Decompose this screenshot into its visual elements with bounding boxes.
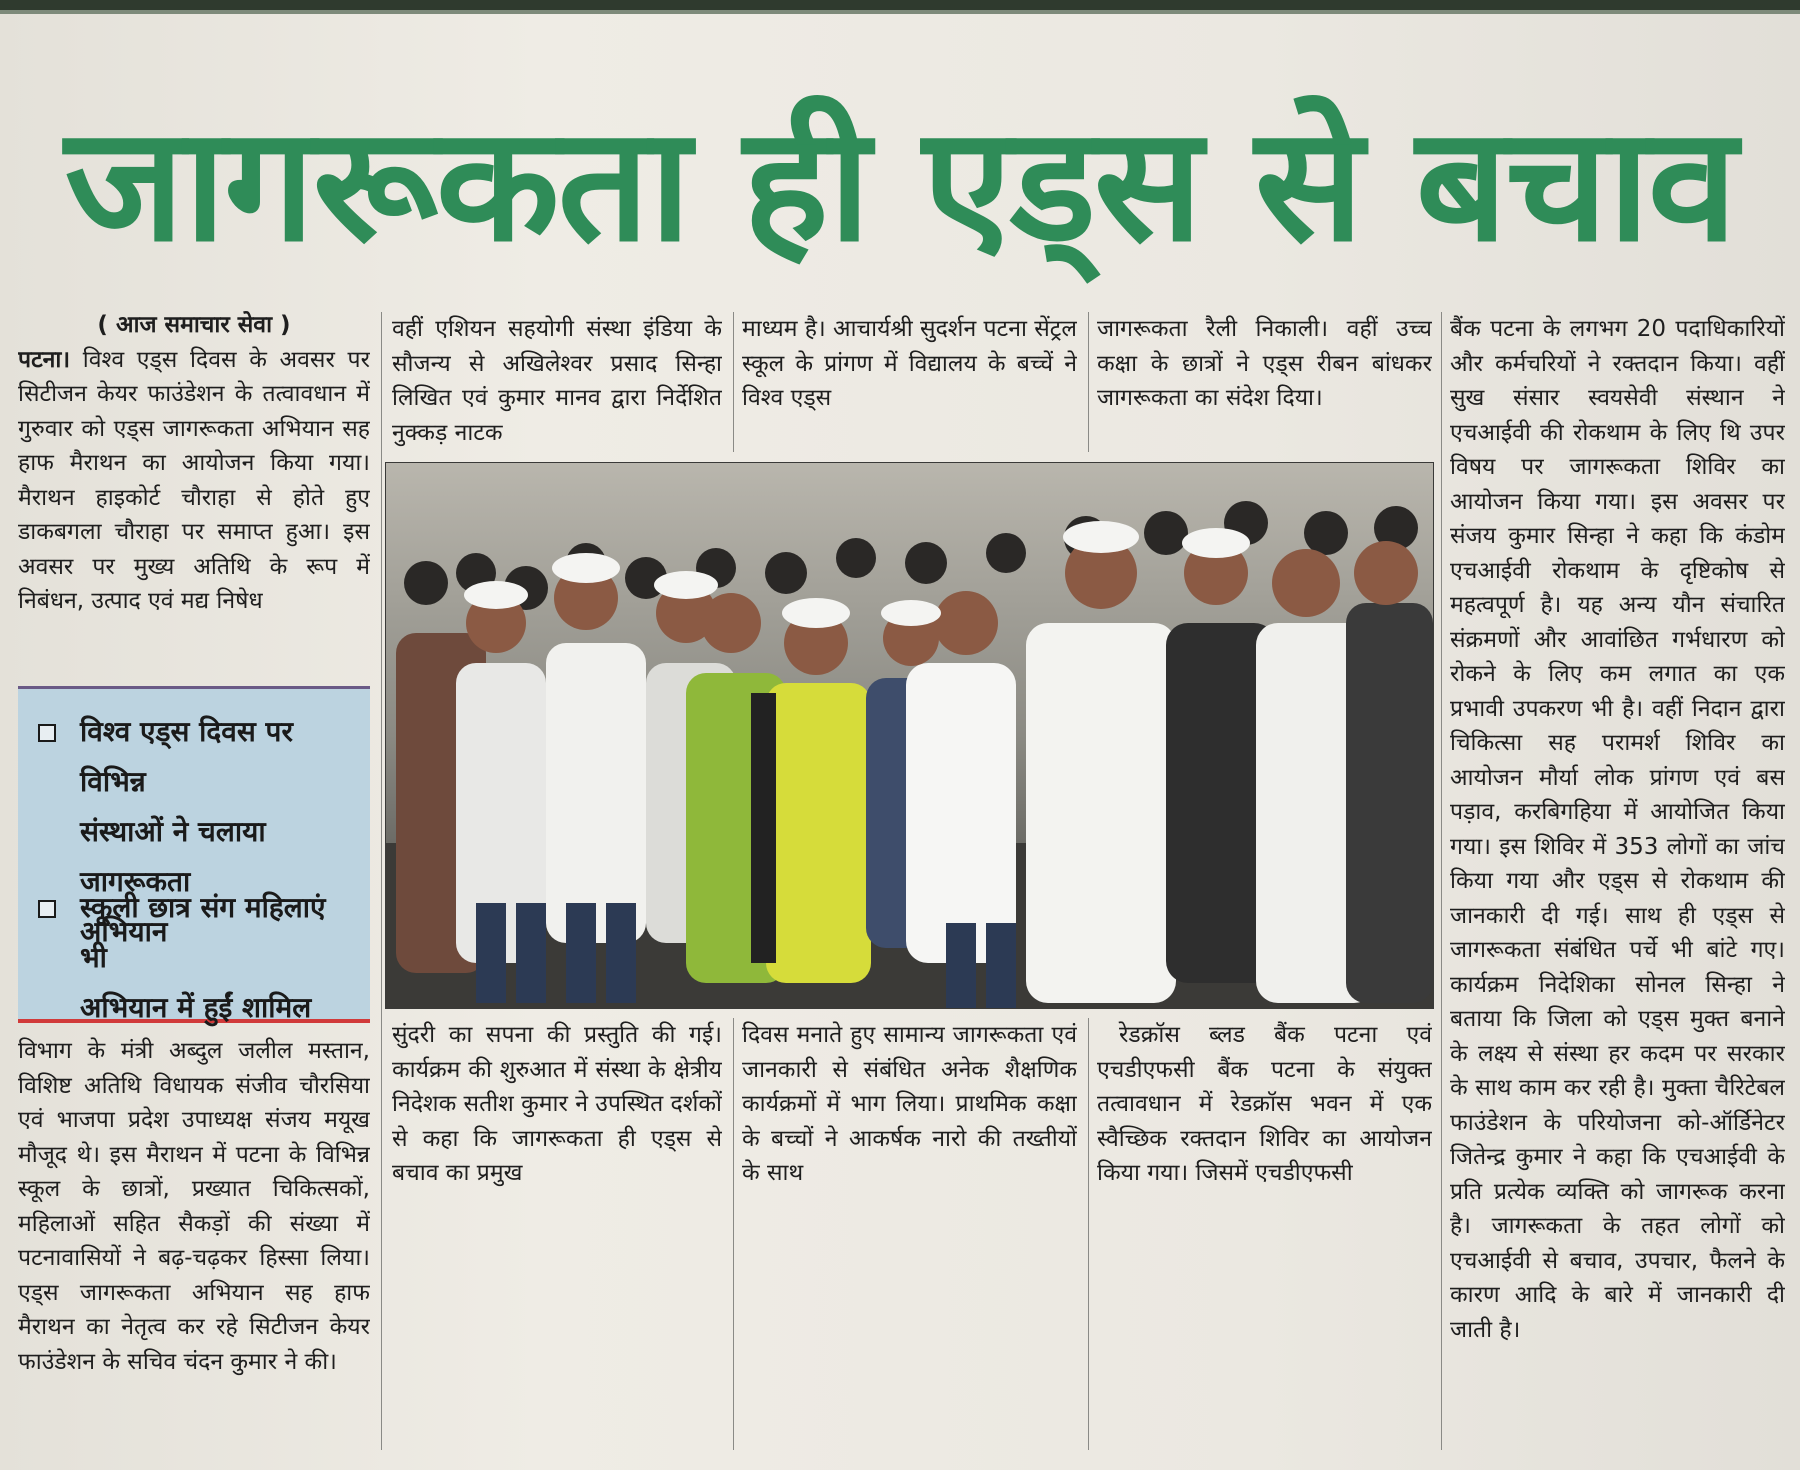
column-1-top-text: विश्व एड्स दिवस के अवसर पर सिटीजन केयर फाउंडेशन के तत्वावधान में गुरुवार को एड्स जागरूकता अभियान सह हाफ मैराथन का आयोजन किया गया। मैराथन हाइकोर्ट चौराहा से होते हुए डाकबगला चौराहा पर समाप्त हुआ। इस अवसर पर मुख्य अतिथि के रूप में निबंधन, उत्पाद एवं मद्य निषेध (18, 346, 370, 614)
top-rule (0, 0, 1800, 10)
checkbox-bullet-icon (38, 724, 56, 742)
column-2-top-text: वहीं एशियन सहयोगी संस्था इंडिया के सौजन्य से अखिलेश्वर प्रसाद सिन्हा लिखित एवं कुमार मानव द्वारा निर्देशित नुक्कड़ नाटक (392, 316, 722, 446)
column-divider (1088, 1018, 1089, 1450)
column-divider (1088, 312, 1089, 452)
column-divider (1441, 312, 1442, 1450)
column-1-top (18, 308, 370, 678)
column-4-top-text: जागरूकता रैली निकाली। वहीं उच्च कक्षा के छात्रों ने एड्स रीबन बांधकर जागरूकता का संदेश दिया। (1097, 316, 1432, 411)
column-1-bottom (18, 1034, 370, 1450)
dateline: पटना। (18, 346, 71, 373)
highlight-1-line-2: संस्थाओं ने चलाया जागरूकता (80, 815, 266, 898)
column-5 (1450, 312, 1785, 1452)
rally-photo-image (386, 463, 1433, 1008)
headline: जागरूकता ही एड्स से बचाव (64, 93, 1736, 277)
column-4-bottom (1097, 1018, 1432, 1450)
column-3-bottom-text: दिवस मनाते हुए सामान्य जागरूकता एवं जानकारी से संबंधित अनेक शैक्षणिक कार्यक्रमों में भाग लिया। प्राथमिक कक्षा के बच्चों ने आकर्षक नारो की तख्तीयों के साथ (742, 1022, 1077, 1186)
news-source: ( आज समाचार सेवा ) (97, 312, 291, 338)
highlight-1-line-1: विश्व एड्स दिवस पर विभिन्न (80, 715, 293, 798)
rally-photo (385, 462, 1434, 1009)
column-3-top-text: माध्यम है। आचार्यश्री सुदर्शन पटना सेंट्रल स्कूल के प्रांगण में विद्यालय के बच्चें ने विश्व एड्स (742, 316, 1077, 411)
highlight-2-line-2: अभियान में हुईं शामिल (80, 991, 312, 1024)
column-2-bottom (392, 1018, 722, 1450)
top-rule-secondary (0, 10, 1800, 14)
column-3-bottom (742, 1018, 1077, 1450)
highlight-item-2 (32, 883, 362, 1033)
highlight-2-line-1: स्कूली छात्र संग महिलाएं भी (80, 891, 326, 974)
highlights-box (18, 686, 370, 1023)
column-5-text: बैंक पटना के लगभग 20 पदाधिकारियों और कर्मचरियों ने रक्तदान किया। वहीं सुख संसार स्वयसेवी संस्थान ने एचआईवी की रोकथाम के लिए थि उपर विषय पर जागरूकता शिविर का आयोजन किया गया। इस अवसर पर संजय कुमार सिन्हा ने कहा कि कंडोम एचआईवी रोकथाम के दृष्टिकोष से महत्वपूर्ण है। यह अन्य यौन संचारित संक्रमणों और आवांछित गर्भधारण को रोकने के लिए कम लगात का एक प्रभावी उपकरण भी है। वहीं निदान द्वारा चिकित्सा सह परामर्श शिविर का आयोजन मौर्या लोक प्रांगण एवं बस पड़ाव, करबिगहिया में आयोजित किया गया। इस शिविर में 353 लोगों का जांच किया गया और एड्स से रोकथाम की जानकारी दी गई। साथ ही एड्स से जागरूकता संबंधित पर्चे भी बांटे गए। कार्यक्रम निदेशिका सोनल सिन्हा ने बताया कि जिला को एड्स मुक्त बनाने के लक्ष्य से संस्था हर कदम पर सरकार के साथ काम कर रही है। मुक्ता चैरिटेबल फाउंडेशन के परियोजना को-ऑर्डिनेटर जितेन्द्र कुमार ने कहा कि एचआईवी के प्रति प्रत्येक व्यक्ति को जागरूक करना है। जागरूकता के तहत लोगों को एचआईवी से बचाव, उपचार, फैलने के कारण आदि के बारे में जानकारी दी जाती है। (1450, 316, 1785, 1343)
column-4-bottom-text: रेडक्रॉस ब्लड बैंक पटना एवं एचडीएफसी बैंक पटना के संयुक्त तत्वावधान में रेडक्रॉस भवन में एक स्वैच्छिक रक्तदान शिविर का आयोजन किया गया। जिसमें एचडीएफसी (1097, 1022, 1432, 1186)
column-divider (733, 312, 734, 452)
column-1-bottom-text: विभाग के मंत्री अब्दुल जलील मस्तान, विशिष्ट अतिथि विधायक संजीव चौरसिया एवं भाजपा प्रदेश उपाध्यक्ष संजय मयूख मौजूद थे। इस मैराथन में पटना के विभिन्न स्कूल के छात्रों, प्रख्यात चिकित्सकों, महिलाओं सहित सैकड़ों की संख्या में पटनावासियों ने बढ़-चढ़कर हिस्सा लिया। एड्स जागरूकता अभियान सह हाफ मैराथन का नेतृत्व कर रहे सिटीजन केयर फाउंडेशन के सचिव चंदन कुमार ने की। (18, 1038, 370, 1375)
column-4-top (1097, 312, 1432, 452)
highlight-1-line-3: अभियान (80, 915, 168, 948)
column-divider (381, 312, 382, 1450)
checkbox-bullet-icon (38, 900, 56, 918)
column-2-bottom-text: सुंदरी का सपना की प्रस्तुति की गई। कार्यक्रम की शुरुआत में संस्था के क्षेत्रीय निदेशक सतीश कुमार ने उपस्थित दर्शकों से कहा कि जागरूकता ही एड्स से बचाव का प्रमुख (392, 1022, 722, 1186)
column-3-top (742, 312, 1077, 452)
column-divider (733, 1018, 734, 1450)
column-2-top (392, 312, 722, 452)
